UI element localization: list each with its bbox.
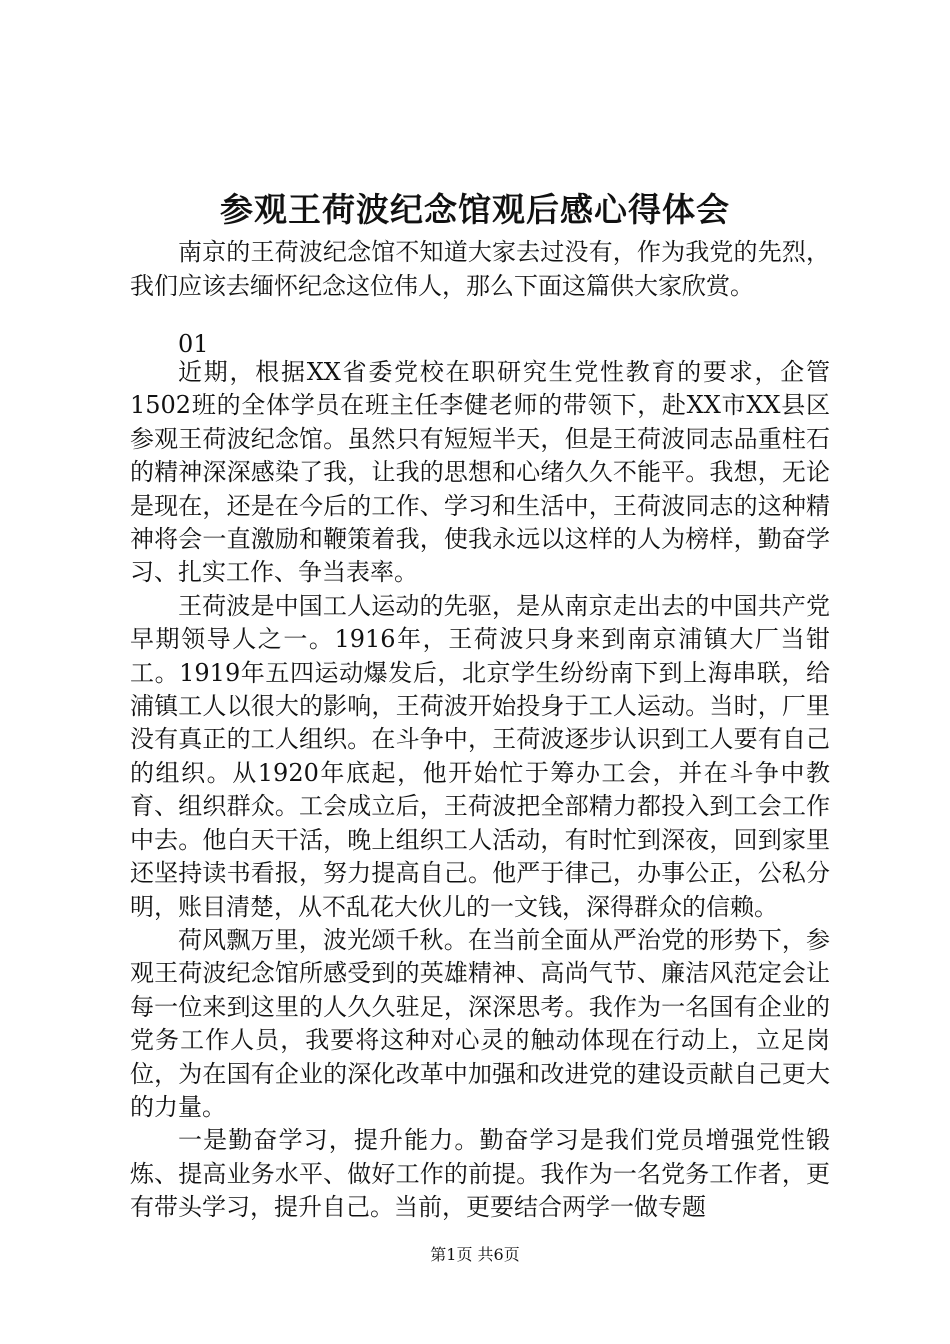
paragraph-2: 王荷波是中国工人运动的先驱，是从南京走出去的中国共产党早期领导人之一。1916年，王荷波只身来到南京浦镇大厂当钳工。1919年五四运动爆发后，北京学生纷纷南下到上海串联，给浦镇工人以很大的影响，王荷波开始投身于工人运动。当时，厂里没有真正的工人组织。在斗争中，王荷波逐步认识到工人要有自己的组织。从1920年底起，他开始忙于筹办工会，并在斗争中教育、组织群众。工会成立后，王荷波把全部精力都投入到工会工作中去。他白天干活，晚上组织工人活动，有时忙到深夜，回到家里还坚持读书看报，努力提高自己。他严于律己，办事公正，公私分明，账目清楚，从不乱花大伙儿的一文钱，深得群众的信赖。: [130, 591, 830, 921]
paragraph-3: 荷风飘万里，波光颂千秋。在当前全面从严治党的形势下，参观王荷波纪念馆所感受到的英雄精神、高尚气节、廉洁风范定会让每一位来到这里的人久久驻足，深深思考。我作为一名国有企业的党务工作人员，我要将这种对心灵的触动体现在行动上，立足岗位，为在国有企业的深化改革中加强和改进党的建设贡献自己更大的力量。: [130, 925, 830, 1121]
intro-paragraph: [130, 236, 830, 303]
paragraph-4: 一是勤奋学习，提升能力。勤奋学习是我们党员增强党性锻炼、提高业务水平、做好工作的前提。我作为一名党务工作者，更有带头学习，提升自己。当前，更要结合两学一做专题: [130, 1126, 830, 1222]
section-number: 01: [178, 330, 209, 358]
paragraph-1: 近期，根据XX省委党校在职研究生党性教育的要求，企管1502班的全体学员在班主任李健老师的带领下，赴XX市XX县区参观王荷波纪念馆。虽然只有短短半天，但是王荷波同志品重柱石的精神深深感染了我，让我的思想和心绪久久不能平。我想，无论是现在，还是在今后的工作、学习和生活中，王荷波同志的这种精神将会一直激励和鞭策着我，使我永远以这样的人为榜样，勤奋学习、扎实工作、争当表率。: [130, 358, 830, 587]
body-text: [130, 356, 830, 1225]
page-footer: 第1页 共6页: [430, 1245, 520, 1264]
intro-text: 南京的王荷波纪念馆不知道大家去过没有，作为我党的先烈，我们应该去缅怀纪念这位伟人，那么下面这篇供大家欣赏。: [130, 238, 830, 300]
document-title: 参观王荷波纪念馆观后感心得体会: [220, 190, 730, 229]
